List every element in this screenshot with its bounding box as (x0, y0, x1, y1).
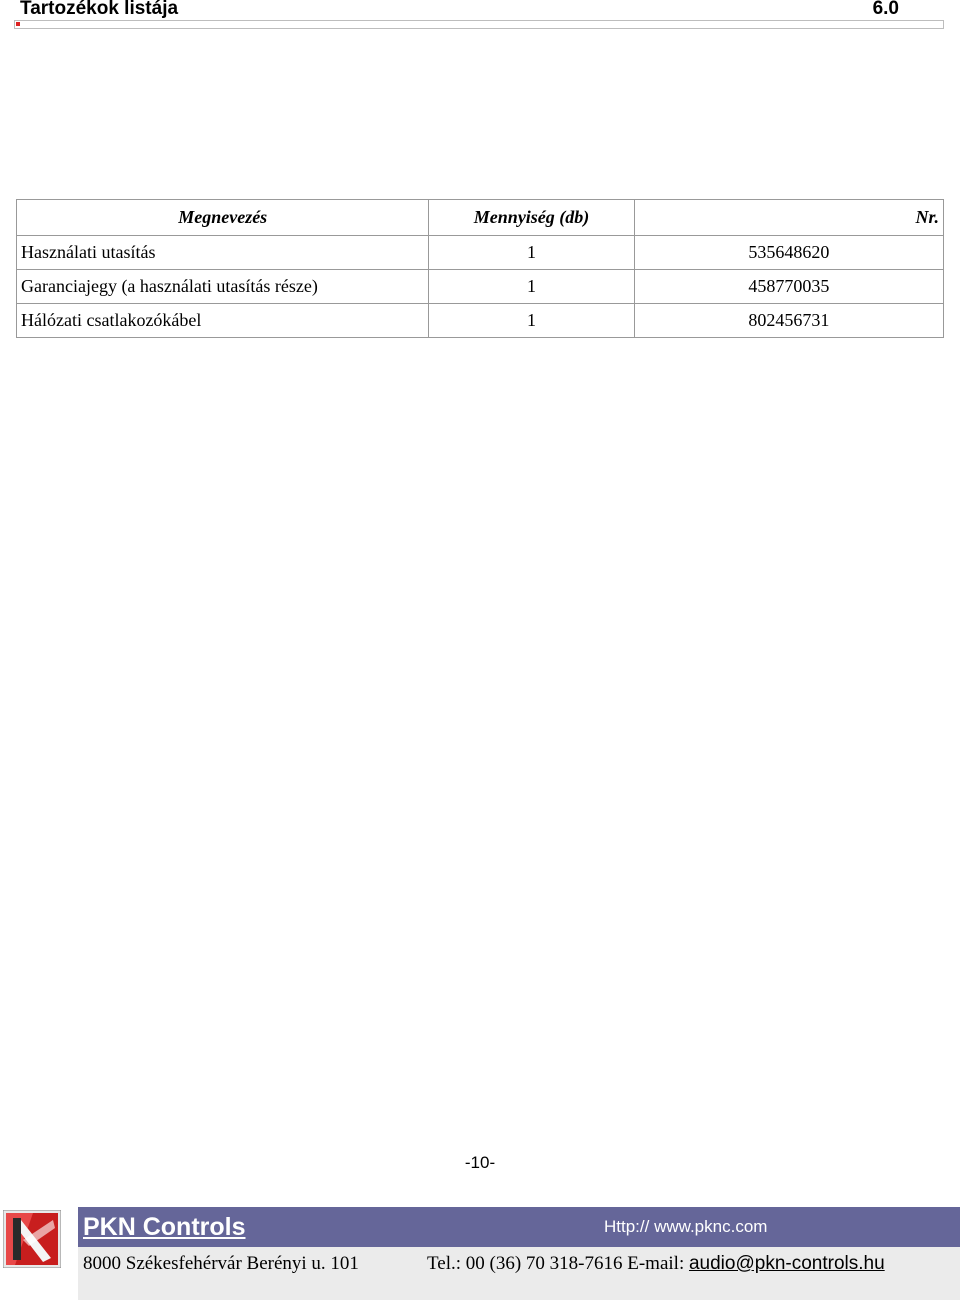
footer-tel (427, 1253, 885, 1275)
row-quantity: 1 (429, 270, 634, 304)
footer-email-link[interactable]: audio@pkn-controls.hu (688, 1253, 885, 1274)
row-number: 458770035 (634, 270, 943, 304)
row-number: 535648620 (634, 236, 943, 270)
header-marker (16, 22, 20, 26)
row-number: 802456731 (634, 304, 943, 338)
pkn-logo-icon (3, 1210, 61, 1268)
row-name: Használati utasítás (17, 236, 429, 270)
footer-contact (78, 1247, 960, 1300)
footer-brand[interactable]: PKN Controls (83, 1213, 246, 1241)
row-quantity: 1 (429, 304, 634, 338)
page-header (18, 0, 944, 20)
header-title: Tartozékok listája (20, 0, 179, 19)
footer-website[interactable]: Http:// www.pknc.com (604, 1217, 768, 1236)
table-row (17, 236, 944, 270)
column-header-quantity: Mennyiség (db) (429, 200, 634, 236)
row-name: Garanciajegy (a használati utasítás része) (17, 270, 429, 304)
footer-address: 8000 Székesfehérvár Berényi u. 101 (83, 1253, 359, 1274)
column-header-name: Megnevezés (17, 200, 429, 236)
header-rule (14, 20, 944, 29)
table-row (17, 304, 944, 338)
page-number: -10- (464, 1153, 496, 1172)
table-row (17, 270, 944, 304)
column-header-number: Nr. (634, 200, 943, 236)
footer-band (78, 1207, 960, 1247)
header-section-number: 6.0 (872, 0, 899, 19)
accessories-table (16, 199, 944, 338)
footer-tel-label: Tel.: 00 (36) 70 318-7616 E-mail: (427, 1253, 689, 1274)
row-quantity: 1 (429, 236, 634, 270)
table-header-row (17, 200, 944, 236)
row-name: Hálózati csatlakozókábel (17, 304, 429, 338)
